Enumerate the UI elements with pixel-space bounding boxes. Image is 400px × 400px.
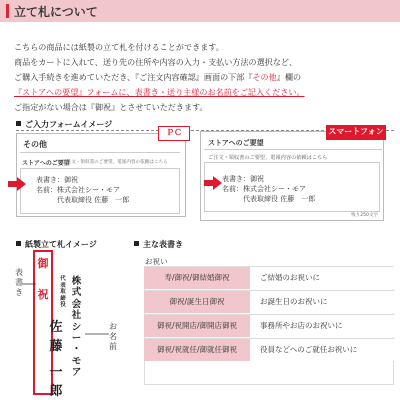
paper-omote-char-2: 祝 <box>37 288 49 301</box>
paper-person: 佐 藤 一 郎 <box>49 320 63 399</box>
square-bullet-icon <box>16 241 21 246</box>
section-header <box>0 0 400 22</box>
square-bullet-icon <box>16 121 21 126</box>
pc-form-label: ストアへのご要望 <box>22 160 70 167</box>
sp-arrow-icon <box>204 176 222 190</box>
sp-textarea-line-1: 表書き：御祝 <box>222 175 264 183</box>
paper-omote-char-1: 御 <box>37 257 49 270</box>
table-cell-name: 御祝/祝就任/御就任御祝 <box>144 339 250 361</box>
intro-text <box>14 40 394 115</box>
pc-textarea-line-1: 表書き：御祝 <box>36 176 78 184</box>
header-accent-bar <box>6 4 9 18</box>
form-section-heading-text: ご入力フォームイメージ <box>25 120 113 129</box>
paper-section-heading <box>16 239 97 250</box>
paper-company-title: 代 表 取 締 役 <box>60 276 66 308</box>
omote-connector <box>22 282 36 286</box>
intro-line-3a: ご購入手続きを進めていただき、『ご注文内容確認』画面の下部『 <box>14 72 253 82</box>
name-connector <box>85 332 109 336</box>
paper-company: 株 式 会 社 シ ー ・ モ ア <box>71 276 82 379</box>
table-cell-name: 御祝/誕生日御祝 <box>144 291 250 313</box>
table-row <box>144 314 394 337</box>
intro-line-1: こちらの商品には紙製の立て札を付けることができます。 <box>14 42 224 52</box>
table-cell-use: 事務所やお店のお祝いに <box>250 315 394 337</box>
pc-form-title: その他 <box>23 140 47 149</box>
pc-textarea-line-3: 代表取締役 佐藤 一郎 <box>36 196 130 204</box>
sp-tag: スマートフォン <box>326 125 386 140</box>
paper-section-heading-text: 紙製立て札イメージ <box>25 240 97 249</box>
pc-separator <box>20 152 180 153</box>
sp-textarea-line-2: 名前：株式会社シー・モア <box>222 185 306 193</box>
label-name: お 名 前 <box>109 322 117 351</box>
sp-form-title: ストアへのご要望 <box>208 139 264 147</box>
intro-line-5: ご指定がない場合は『御祝』とさせていただきます。 <box>14 102 208 112</box>
pc-arrow-icon <box>8 177 26 191</box>
label-omote: 表 書 き <box>15 268 23 297</box>
table-cell-use: お誕生日のお祝いに <box>250 291 394 313</box>
square-bullet-icon <box>134 241 139 246</box>
sp-form-hint: ご注文・領収書のご要望、電報内容の依頼はこちら <box>208 155 328 161</box>
intro-line-3c: 』欄の <box>276 72 302 82</box>
intro-line-3b: その他 <box>252 72 277 82</box>
pc-form-hint: ご注文・領収書のご要望、電報内容の依頼はこちら <box>62 160 168 165</box>
table-section-heading-text: 主な表書き <box>143 240 183 249</box>
section-title: 立て札について <box>14 5 98 19</box>
table-caption: お祝い <box>145 257 168 266</box>
form-section-heading <box>16 119 112 130</box>
table-cell-name: 寿/御祝/御結婚御祝 <box>144 267 250 289</box>
pc-tag: ＰＣ <box>158 126 190 141</box>
table-cell-use: 役員などへのご就任お祝いに <box>250 339 394 361</box>
table-row <box>144 290 394 313</box>
intro-line-3 <box>14 70 394 85</box>
intro-line-4: 『ストアへの要望』フォームに、表書き・送り主様のお名前をご記入ください。 <box>14 87 305 97</box>
sp-separator <box>204 149 382 150</box>
table-section-heading <box>134 239 183 250</box>
table-row <box>144 338 394 361</box>
pc-textarea-line-2: 名前：株式会社シー・モア <box>36 186 120 194</box>
table-cell-use: ご結婚のお祝いに <box>250 267 394 289</box>
table-row <box>144 266 394 289</box>
sp-char-count: 残り250文字 <box>351 213 379 218</box>
table-cell-name: 御祝/祝開店/御開店御祝 <box>144 315 250 337</box>
intro-line-2: 商品をカートに入れて、送り先の住所や内容の入力・支払い方法の選択など、 <box>14 57 298 67</box>
sp-textarea-line-3: 代表取締役 佐藤 一郎 <box>222 195 316 203</box>
